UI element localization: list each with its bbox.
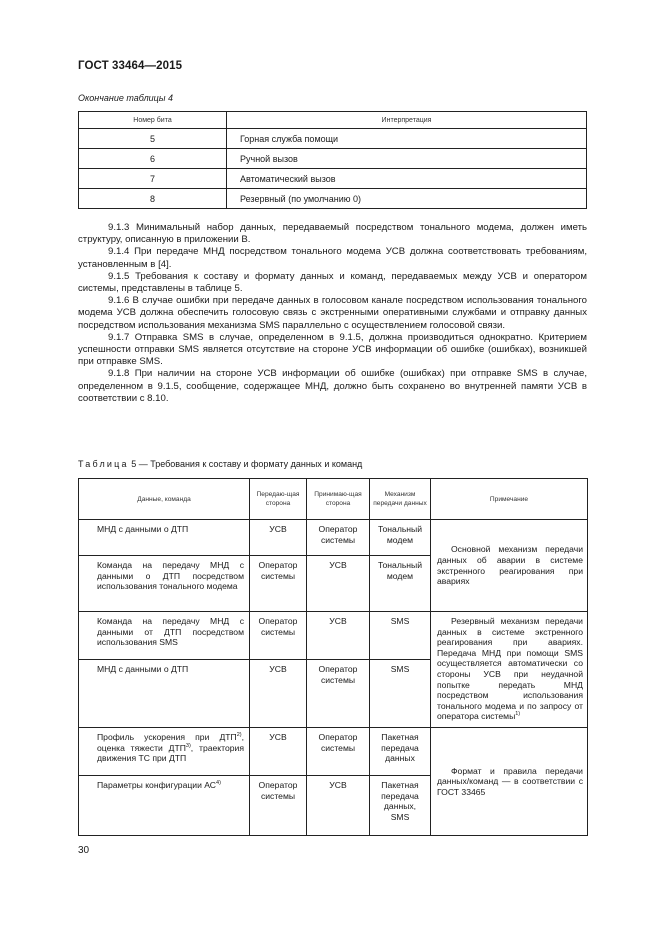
paragraph-9-1-4: 9.1.4 При передаче МНД посредством тонального модема УСВ должна соответствовать требованиям, установленным в [4]. <box>78 246 587 270</box>
table5-data-cell: МНД с данными о ДТП <box>79 520 250 556</box>
table5-header-data: Данные, команда <box>79 479 250 520</box>
table4-caption: Окончание таблицы 4 <box>78 93 173 103</box>
table5-header-note: Примечание <box>431 479 588 520</box>
table5-mechanism-cell: SMS <box>370 660 431 728</box>
table5-receiver-cell: УСВ <box>307 556 370 612</box>
table5-header-sender: Передаю-щая сторона <box>250 479 307 520</box>
paragraph-9-1-7: 9.1.7 Отправка SMS в случае, определенном в 9.1.5, должна производиться однократно. Критерием успешности отправки SMS является отсутствие на стороне УСВ информации об ошибке (ошибках), возникшей при отправке SMS. <box>78 331 587 368</box>
table5-data-cell: МНД с данными о ДТП <box>79 660 250 728</box>
table5-note-format: Формат и правила передачи данных/команд — в соответствии с ГОСТ 33465 <box>431 728 588 836</box>
paragraph-9-1-6: 9.1.6 В случае ошибки при передаче данных в голосовом канале посредством использования тонального модема УСВ должна обеспечить голосовую связь с экстренными оперативными службами и отправку данных посредством использования механизма SMS параллельно с осуществлением голосовой связи. <box>78 295 587 331</box>
table5-mechanism-cell: SMS <box>370 612 431 660</box>
table5-sender-cell: Оператор системы <box>250 556 307 612</box>
table5-data-cell <box>79 728 250 776</box>
table5-sender-cell: Оператор системы <box>250 612 307 660</box>
table5-receiver-cell: УСВ <box>307 612 370 660</box>
table-row <box>79 520 588 556</box>
table5-receiver-cell: Оператор системы <box>307 520 370 556</box>
table-row <box>79 728 588 776</box>
paragraph-9-1-5: 9.1.5 Требования к составу и формату данных и команд, передаваемых между УСВ и оператором системы, представлены в таблице 5. <box>78 270 587 295</box>
table5-header-receiver: Принимаю-щая сторона <box>307 479 370 520</box>
table5-mechanism-cell: Тональный модем <box>370 556 431 612</box>
table-row <box>79 612 588 660</box>
table5-note-reserve-text: Резервный механизм передачи данных в системе экстренного реагирования при авариях. Передача МНД при помощи SMS осуществляется автоматически со стороны УСВ при неудачной попытке передать МНД посредством использования тонального модема и по запросу от оператора системы <box>437 616 583 722</box>
table5-receiver-cell: Оператор системы <box>307 660 370 728</box>
table5-data-part: Профиль ускорения при ДТП <box>97 732 237 742</box>
table5-data-part: Параметры конфигурации АС <box>97 780 217 790</box>
body-text <box>78 222 587 405</box>
table5-receiver-cell: УСВ <box>307 776 370 836</box>
table5-data-cell <box>79 776 250 836</box>
table5-caption <box>78 459 362 469</box>
table4-bit-cell: 6 <box>79 149 227 169</box>
table5-data-part: , оценка тяжести ДТП <box>97 732 244 753</box>
table4-header-interpretation: Интерпретация <box>227 112 587 129</box>
table5-header-mechanism: Механизм передачи данных <box>370 479 431 520</box>
table5-mechanism-cell: Пакетная передача данных, SMS <box>370 776 431 836</box>
table5-caption-text: 5 — Требования к составу и формату данных и команд <box>128 459 363 469</box>
table4-text-cell: Резервный (по умолчанию 0) <box>227 189 587 209</box>
table5-sender-cell: УСВ <box>250 520 307 556</box>
table5-data-part: , траектория движения ТС при ДТП <box>97 742 244 764</box>
table-row <box>79 189 587 209</box>
table5-sender-cell: УСВ <box>250 728 307 776</box>
footnote-ref-1: 1) <box>515 711 521 718</box>
table5-caption-label: Таблица <box>78 459 129 469</box>
table5-sender-cell: УСВ <box>250 660 307 728</box>
paragraph-9-1-8: 9.1.8 При наличии на стороне УСВ информации об ошибке (ошибках) при отправке SMS в случае, определенном в 9.1.5, сообщение, содержащее МНД, должно быть сохранено во внутренней памяти УСВ в соответствии с 8.10. <box>78 368 587 404</box>
table5-sender-cell: Оператор системы <box>250 776 307 836</box>
paragraph-9-1-3: 9.1.3 Минимальный набор данных, передаваемый посредством тонального модема, должен иметь структуру, описанную в приложении В. <box>78 222 587 246</box>
table5-mechanism-cell: Пакетная передача данных <box>370 728 431 776</box>
table4-bit-cell: 8 <box>79 189 227 209</box>
document-header: ГОСТ 33464—2015 <box>78 60 183 72</box>
table5-note-main: Основной механизм передачи данных об аварии в системе экстренного реагирования при авариях <box>431 520 588 612</box>
table-row <box>79 169 587 189</box>
table5-mechanism-cell: Тональный модем <box>370 520 431 556</box>
table4 <box>78 111 587 209</box>
footnote-ref-4: 4) <box>216 780 221 787</box>
table4-text-cell: Ручной вызов <box>227 149 587 169</box>
table5-receiver-cell: Оператор системы <box>307 728 370 776</box>
table4-header-bit: Номер бита <box>79 112 227 129</box>
table4-bit-cell: 7 <box>79 169 227 189</box>
table5-note-reserve <box>431 612 588 728</box>
table5 <box>78 478 588 836</box>
table5-data-cell: Команда на передачу МНД с данными от ДТП посредством использования SMS <box>79 612 250 660</box>
page-number: 30 <box>78 845 90 856</box>
table4-text-cell: Автоматический вызов <box>227 169 587 189</box>
footnote-ref-3: 3) <box>185 742 191 749</box>
table4-bit-cell: 5 <box>79 129 227 149</box>
footnote-ref-2: 2) <box>236 732 242 739</box>
table-row <box>79 129 587 149</box>
table4-text-cell: Горная служба помощи <box>227 129 587 149</box>
table-row <box>79 149 587 169</box>
table5-data-cell: Команда на передачу МНД с данными о ДТП посредством использования тонального модема <box>79 556 250 612</box>
